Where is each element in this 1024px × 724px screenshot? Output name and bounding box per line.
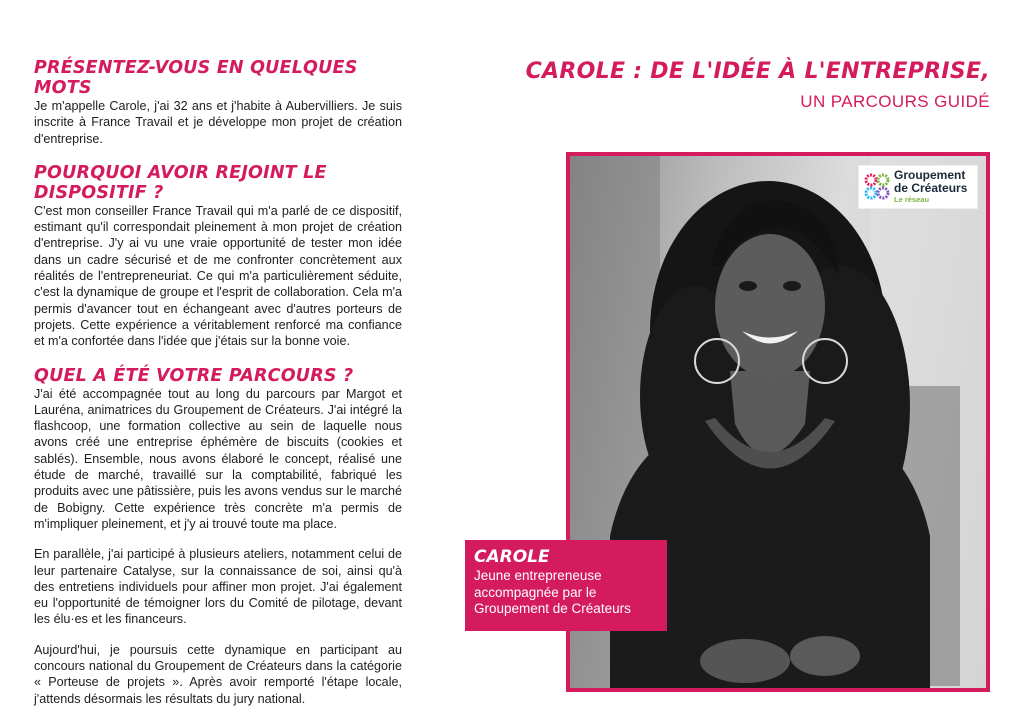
gears-icon: [864, 172, 890, 202]
logo-line-2: de Créateurs: [894, 181, 968, 195]
groupement-createurs-logo: [858, 165, 978, 209]
section-heading-why: POURQUOI AVOIR REJOINT LE DISPOSITIF ?: [34, 162, 327, 203]
photo-caption: [465, 540, 667, 631]
section-heading-presentation: PRÉSENTEZ-VOUS EN QUELQUES MOTS: [34, 58, 358, 98]
why-paragraph: C'est mon conseiller France Travail qui m'a parlé de ce dispositif, estimant qu'il correspondait pleinement à mon projet de création d'entreprise. J'y ai vu une vraie opportunité de tester mon idée dans un cadre sécurisé et de me confronter concrètement aux réalités de l'entrepreneuriat. Ce qui m'a particulièrement séduite, c'est la dynamique de groupe et l'esprit de collaboration. Cela m'a permis d'avancer tout en échangeant avec d'autres porteurs de projets. Cette expérience a véritablement renforcé ma confiance et m'a confortée dans l'idée que j'étais sur la bonne voie.: [34, 203, 402, 349]
journey-paragraph-2: En parallèle, j'ai participé à plusieurs ateliers, notamment celui de leur partenaire Catalyse, sur la connaissance de soi, ainsi qu'à des entretiens individuels pour affiner mon projet. J'ai également eu l'opportunité de témoigner lors du Comité de pilotage, devant les élu·es et les financeurs.: [34, 547, 402, 627]
journey-paragraph-3: Aujourd'hui, je poursuis cette dynamique en participant au concours national du Groupement de Créateurs dans la catégorie « Porteuse de projets ». Après avoir remporté l'étape locale, j'attends désormais les résultats du jury national.: [34, 642, 402, 706]
logo-line-3: Le réseau: [894, 195, 930, 204]
section-heading-journey: QUEL A ÉTÉ VOTRE PARCOURS ?: [34, 365, 354, 386]
page-title: CAROLE : DE L'IDÉE À L'ENTREPRISE,: [525, 59, 990, 84]
logo-line-1: Groupement: [894, 168, 966, 182]
left-column: [34, 58, 402, 707]
page-subtitle: UN PARCOURS GUIDÉ: [800, 92, 990, 111]
caption-name: CAROLE: [474, 547, 550, 567]
caption-description: Jeune entrepreneuse accompagnée par le Groupement de Créateurs: [474, 568, 631, 616]
presentation-paragraph: Je m'appelle Carole, j'ai 32 ans et j'habite à Aubervilliers. Je suis inscrite à France Travail et je développe mon projet de création d'entreprise.: [34, 99, 402, 146]
journey-paragraph-1: J'ai été accompagnée tout au long du parcours par Margot et Lauréna, animatrices du Groupement de Créateurs. J'ai intégré la flashcoop, une formation collective au sein de laquelle nous avons créé une entreprise éphémère de biscuits (cookies et sablés). Ensemble, nous avons élaboré le concept, réalisé une étude de marché, travaillé sur la comptabilité, fabriqué les produits avec une pâtissière, puis les avons vendus sur le marché de Bobigny. Cette expérience très concrète m'a permis de m'impliquer pleinement, et j'y ai trouvé toute ma place.: [34, 386, 402, 531]
